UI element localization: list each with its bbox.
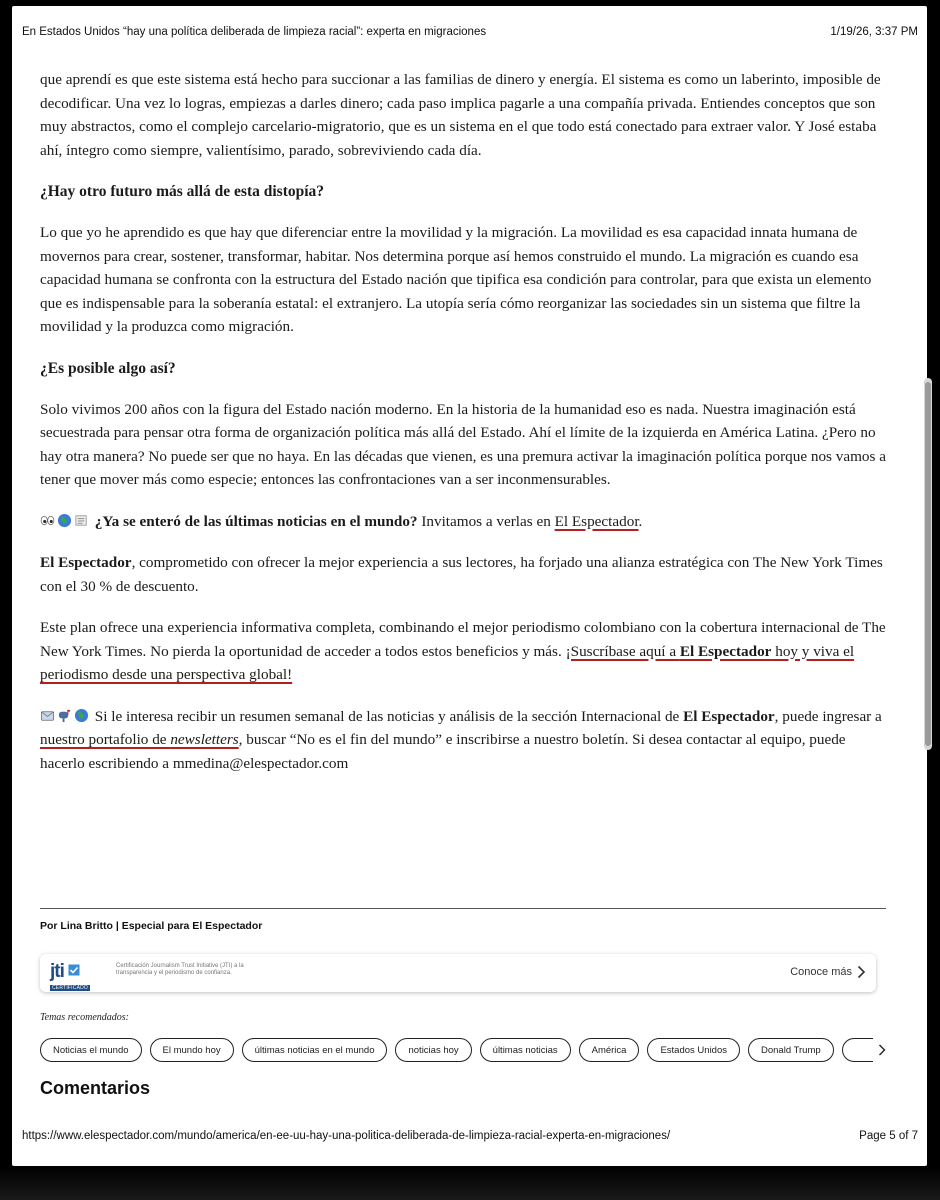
print-header [22, 26, 918, 38]
topic-tag[interactable]: América [579, 1038, 640, 1062]
promo-end: . [638, 512, 643, 530]
recommended-topics-list [40, 1038, 886, 1064]
conoce-mas-link[interactable] [790, 965, 866, 979]
globe-icon [74, 708, 89, 723]
mailbox-icon [57, 708, 72, 723]
topic-tag[interactable]: noticias hoy [395, 1038, 471, 1062]
topic-tag[interactable]: Donald Trump [748, 1038, 834, 1062]
brand-name: El Espectador [683, 707, 775, 725]
byline: Por Lina Britto | Especial para El Espectador [40, 920, 263, 932]
print-footer [22, 1130, 918, 1142]
newsletters-link-italic: newsletters [170, 731, 239, 748]
globe-icon [57, 513, 72, 528]
newsletters-link[interactable] [40, 731, 239, 748]
brand-name: El Espectador [40, 554, 132, 571]
page-number: Page 5 of 7 [859, 1130, 918, 1142]
alliance-paragraph [40, 551, 886, 598]
newsletters-link-text: nuestro portafolio de [40, 731, 171, 748]
page-url: https://www.elespectador.com/mundo/america/en-ee-uu-hay-una-politica-deliberada-de-limpieza-racial-experta-en-migraciones/ [22, 1130, 671, 1142]
topic-tag[interactable]: El mundo hoy [150, 1038, 234, 1062]
promo-headline: ¿Ya se enteró de las últimas noticias en el mundo? [94, 512, 418, 530]
article-body [40, 68, 886, 793]
jti-logo-mark: jti [50, 961, 64, 982]
divider [40, 908, 886, 909]
interview-question: ¿Es posible algo así? [40, 359, 176, 377]
topic-tag-partial[interactable] [842, 1038, 873, 1062]
topic-tag[interactable]: últimas noticias [480, 1038, 571, 1062]
conoce-mas-label: Conoce más [790, 966, 852, 978]
topic-tag[interactable]: Noticias el mundo [40, 1038, 142, 1062]
paragraph: Solo vivimos 200 años con la figura del Estado nación moderno. En la historia de la humanidad eso es nada. Nuestra imaginación está secuestrada para pensar otra forma de organización política más allá del Estado. Ahí el límite de la izquierda en América Latina. ¿Pero no hay otra manera? No puede ser que no haya. En las décadas que vienen, es una premura activar la imaginación política porque nos vamos a tener que mover más como especie; entonces las confrontaciones van a ser inconmensurables. [40, 400, 886, 488]
jti-certified-badge: CERTIFICADO [52, 985, 88, 991]
jti-certification-banner[interactable] [40, 954, 876, 992]
print-datetime: 1/19/26, 3:37 PM [830, 26, 918, 38]
eyes-icon [40, 513, 55, 528]
scrollbar-thumb[interactable] [925, 382, 931, 746]
paragraph: que aprendí es que este sistema está hecho para succionar a las familias de dinero y energía. El sistema es como un laberinto, imposible de decodificar. Una vez lo logras, empiezas a darles dinero; cada paso implica pagarle a una compañía privada. Entiendes conceptos que son muy abstractos, como el complejo carcelario-migratorio, que es un sistema en el que todo está conectado para extraer valor. Y José estaba ahí, íntegro como siempre, valientísimo, parado, sobreviviendo cada día. [40, 71, 881, 159]
newsletter-text: , puede ingresar a [774, 707, 882, 725]
topic-tag[interactable]: últimas noticias en el mundo [242, 1038, 388, 1062]
plan-text: Este plan ofrece una experiencia informativa completa, combinando el mejor periodismo colombiano con la cobertura internacional de The New York Times. No pierda la oportunidad de acceder a todos estos beneficios y más. [40, 619, 886, 660]
alliance-text: , comprometido con ofrecer la mejor experiencia a sus lectores, ha forjado una alianza estratégica con The New York Times con el 30 % de descuento. [40, 554, 883, 595]
jti-description: Certificación Journalism Trust Initiative (JTI) a la transparencia y el periodismo de confianza. [116, 963, 244, 976]
newspaper-icon [74, 513, 89, 528]
jti-logo [50, 961, 88, 991]
newsletter-paragraph [40, 705, 886, 776]
scrollbar[interactable] [924, 378, 932, 750]
promo-text: Invitamos a verlas en [417, 512, 555, 530]
subscribe-link-tail: hoy y viva el periodismo desde una perspectiva global! [40, 642, 855, 683]
interview-question: ¿Hay otro futuro más allá de esta distopía? [40, 183, 325, 200]
promo-paragraph [40, 510, 886, 534]
subscribe-link-text: ¡Suscríbase aquí a [565, 642, 680, 660]
comments-heading: Comentarios [40, 1078, 151, 1098]
chevron-right-icon [878, 1044, 886, 1056]
check-badge-icon [68, 964, 80, 976]
plan-paragraph [40, 616, 886, 687]
el-espectador-link[interactable]: El Espectador [554, 512, 639, 530]
newsletter-text: Si le interesa recibir un resumen semanal de las noticias y análisis de la sección Internacional de [94, 707, 684, 725]
chevron-right-icon [857, 965, 866, 979]
document-title: En Estados Unidos “hay una política deliberada de limpieza racial”: experta en migraciones [22, 26, 487, 38]
newsletter-text: , buscar “No es el fin del mundo” e inscribirse a nuestro boletín. Si desea contactar al equipo, puede hacerlo escribiendo a mmedina@elespectador.com [40, 731, 846, 772]
subscribe-link-brand: El Espectador [679, 642, 772, 660]
inbox-icon [40, 708, 55, 723]
recommended-topics-label: Temas recomendados: [40, 1012, 129, 1023]
topic-tag[interactable]: Estados Unidos [647, 1038, 740, 1062]
viewer-background [0, 1166, 940, 1200]
topics-next-button[interactable] [872, 1040, 892, 1060]
paragraph: Lo que yo he aprendido es que hay que diferenciar entre la movilidad y la migración. La movilidad es esa capacidad innata humana de movernos para crear, sostener, transformar, habitar. Nos determina porque así hemos construido el mundo. La migración es cuando esa capacidad humana se confronta con la estructura del Estado nación que tipifica esa condición para controlar, para que exista un elemento que es indispensable para la soberanía estatal: el extranjero. La utopía sería cómo reorganizar las sociedades sin un sistema que filtre la movilidad y la produzca como migración. [40, 224, 872, 335]
